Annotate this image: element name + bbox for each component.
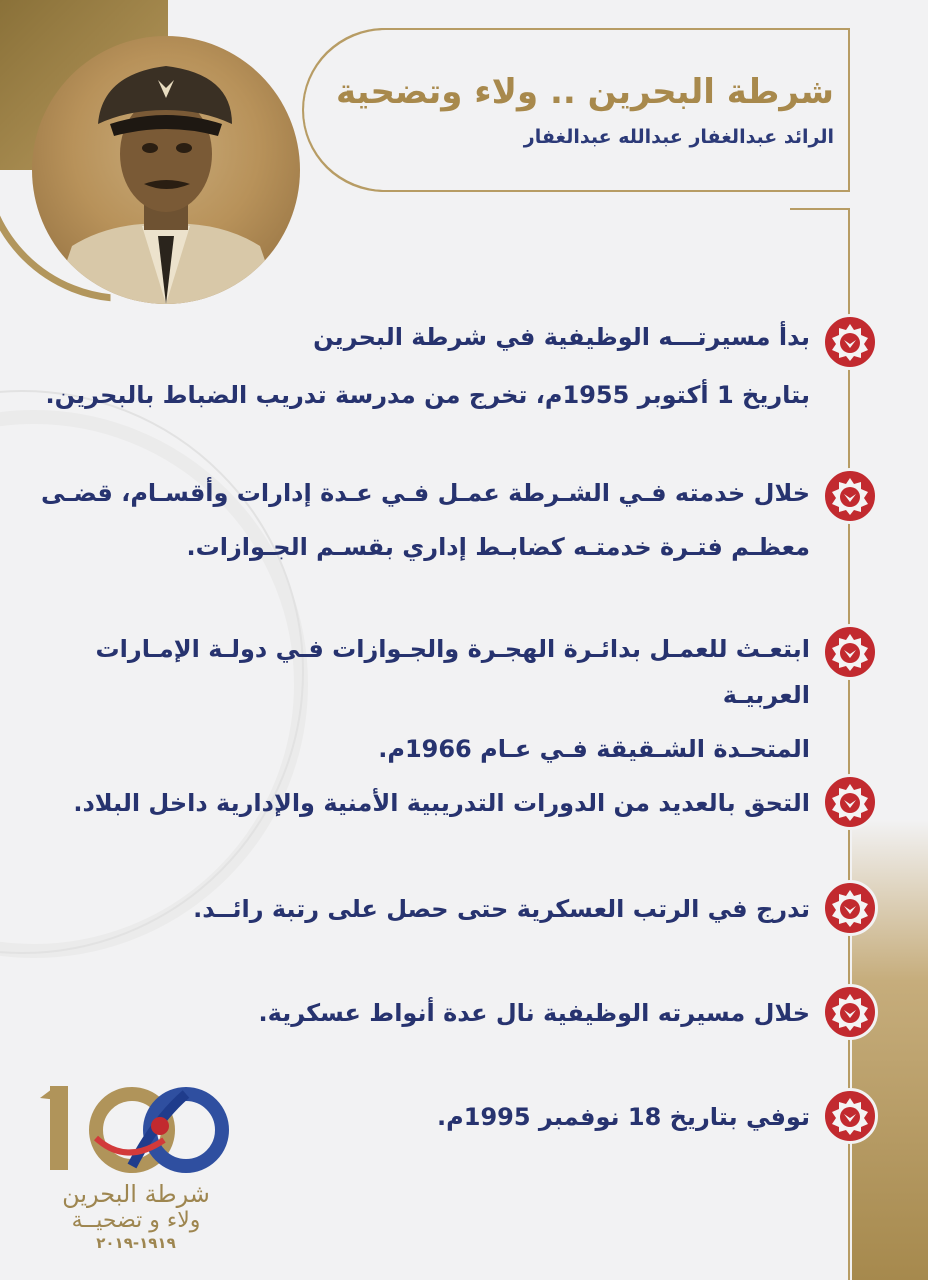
- police-emblem-icon: [822, 984, 878, 1040]
- police-emblem-shape: [830, 632, 870, 672]
- logo-text: شرطة البحرين: [62, 1180, 210, 1208]
- police-emblem-shape: [830, 888, 870, 928]
- item-line: معظـم فتـرة خدمتـه كضابـط إداري بقسـم الجـوازات.: [186, 533, 810, 561]
- police-emblem-shape: [830, 476, 870, 516]
- officer-portrait: [32, 36, 300, 304]
- list-item: [41, 470, 810, 570]
- police-emblem-icon: [822, 468, 878, 524]
- centenary-logo: [36, 1080, 236, 1250]
- police-emblem-shape: [830, 782, 870, 822]
- list-item: [45, 314, 810, 418]
- list-item: [259, 990, 810, 1036]
- item-line: خلال خدمته فـي الشـرطة عمـل فـي عـدة إدارات وأقسـام، قضـى: [41, 479, 810, 507]
- list-item: [0, 626, 810, 772]
- item-line: بتاريخ 1 أكتوبر 1955م، تخرج من مدرسة تدريب الضباط بالبحرين.: [45, 381, 810, 409]
- list-item: [437, 1094, 810, 1140]
- police-emblem-icon: [822, 1088, 878, 1144]
- list-item: [73, 780, 810, 826]
- police-emblem-shape: [830, 1096, 870, 1136]
- logo-years: ١٩١٩-٢٠١٩: [96, 1234, 176, 1252]
- page-title: شرطة البحرين .. ولاء وتضحية: [336, 72, 834, 112]
- item-line: ابتعـث للعمـل بدائـرة الهجـرة والجـوازات فـي دولـة الإمـارات العربيـة: [95, 635, 810, 709]
- item-line: توفي بتاريخ 18 نوفمبر 1995م.: [437, 1103, 810, 1131]
- police-emblem-icon: [822, 880, 878, 936]
- list-item: [193, 886, 810, 932]
- item-line: التحق بالعديد من الدورات التدريبية الأمنية والإدارية داخل البلاد.: [73, 789, 810, 817]
- logo-text: ولاء و تضحيــة: [71, 1208, 201, 1233]
- item-line: بدأ مسيرتـــه الوظيفية في شرطة البحرين: [313, 323, 810, 351]
- item-line: تدرج في الرتب العسكرية حتى حصل على رتبة رائــد.: [193, 895, 810, 923]
- centenary-100-icon: [36, 1080, 236, 1180]
- police-emblem-shape: [830, 322, 870, 362]
- officer-name: الرائد عبدالغفار عبدالله عبدالغفار: [523, 126, 834, 148]
- item-line: المتحـدة الشـقيقة فـي عـام 1966م.: [378, 735, 810, 763]
- police-emblem-icon: [822, 774, 878, 830]
- item-line: خلال مسيرته الوظيفية نال عدة أنواط عسكرية.: [258, 999, 810, 1027]
- police-emblem-icon: [822, 314, 878, 370]
- divider-top: [790, 208, 850, 210]
- police-emblem-icon: [822, 624, 878, 680]
- police-emblem-shape: [830, 992, 870, 1032]
